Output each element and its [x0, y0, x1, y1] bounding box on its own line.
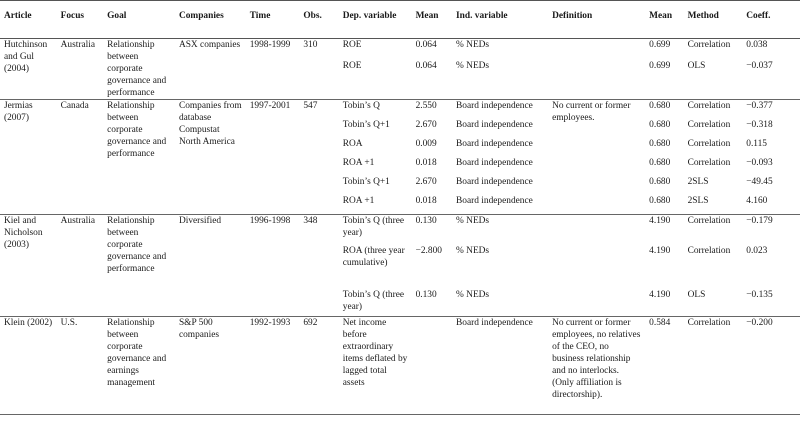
- header-method: Method: [684, 1, 743, 39]
- dep-mean-cell: 0.064: [415, 60, 437, 71]
- focus-cell: Australia: [57, 215, 104, 317]
- ind-variable-cell: Board independence: [452, 317, 548, 415]
- ind-mean-cell: 0.680: [649, 119, 671, 130]
- ind-variable-cell: Board independence: [456, 195, 533, 206]
- method-cell: 2SLS: [687, 176, 709, 187]
- ind-mean-cell: 4.190: [649, 245, 671, 256]
- time-cell: 1996-1998: [246, 215, 300, 317]
- dep-variable-cell: ROA (three year cumulative): [342, 245, 405, 268]
- ind-mean-cell: 4.190: [645, 215, 683, 245]
- dep-mean-cell: 0.018: [415, 157, 437, 168]
- ind-mean-cell: 0.680: [649, 176, 671, 187]
- dep-variable-cell: Tobin’s Q: [339, 100, 412, 119]
- method-cell: Correlation: [687, 157, 731, 168]
- coeff-cell: 0.023: [746, 245, 768, 256]
- ind-variable-cell: Board independence: [456, 119, 533, 130]
- coeff-cell: −0.377: [742, 100, 800, 119]
- header-time: Time: [246, 1, 300, 39]
- goal-cell: Relationship between corporate governance and performance: [103, 100, 175, 215]
- header-row: [0, 1, 800, 39]
- ind-variable-cell: % NEDs: [452, 215, 548, 245]
- companies-cell: ASX companies: [178, 40, 241, 50]
- dep-mean-cell: 0.130: [415, 289, 437, 300]
- coeff-cell: −0.179: [742, 215, 800, 245]
- goal-cell: Relationship between corporate governance and performance: [103, 215, 175, 317]
- header-ind-variable: Ind. variable: [452, 1, 548, 39]
- table-body: [0, 39, 800, 415]
- coeff-cell: −0.200: [742, 317, 800, 415]
- header-obs: Obs.: [299, 1, 338, 39]
- companies-cell: Companies from database Compustat North America: [175, 100, 246, 215]
- time-cell: 1997-2001: [246, 100, 300, 215]
- header-definition: Definition: [548, 1, 645, 39]
- ind-variable-cell: Board independence: [456, 176, 533, 187]
- focus-cell: Canada: [57, 100, 104, 215]
- header-article: Article: [0, 1, 57, 39]
- obs-cell: 310: [303, 40, 318, 50]
- time-cell: 1998-1999: [249, 40, 291, 50]
- coeff-cell: −0.318: [746, 119, 773, 130]
- coeff-cell: 0.115: [746, 138, 767, 149]
- dep-mean-cell: 0.064: [415, 40, 437, 50]
- dep-mean-cell: [412, 317, 452, 415]
- table-row: [0, 215, 800, 245]
- goal-cell: Relationship between corporate governance and performance: [107, 40, 167, 98]
- table-row: [0, 39, 800, 60]
- ind-mean-cell: 0.680: [649, 157, 671, 168]
- header-focus: Focus: [57, 1, 104, 39]
- dep-variable-cell: ROA: [342, 138, 363, 149]
- dep-variable-cell: ROA +1: [342, 195, 375, 206]
- dep-mean-cell: −2.800: [415, 245, 442, 256]
- obs-cell: 547: [299, 100, 338, 215]
- article-cell: Kiel and Nicholson (2003): [0, 215, 57, 317]
- dep-variable-cell: Tobin’s Q+1: [342, 119, 390, 130]
- method-cell: Correlation: [687, 138, 731, 149]
- ind-variable-cell: % NEDs: [456, 245, 490, 256]
- definition-cell: [548, 39, 645, 100]
- dep-variable-cell: ROE: [342, 60, 362, 71]
- method-cell: 2SLS: [687, 195, 709, 206]
- coeff-cell: −0.135: [746, 289, 773, 300]
- ind-variable-cell: Board independence: [456, 157, 533, 168]
- ind-variable-cell: % NEDs: [456, 40, 490, 50]
- ind-mean-cell: 0.699: [649, 60, 671, 71]
- time-cell: 1992-1993: [246, 317, 300, 415]
- method-cell: OLS: [687, 289, 706, 300]
- dep-mean-cell: 0.009: [415, 138, 437, 149]
- coeff-cell: −49.45: [746, 176, 773, 187]
- header-dep-variable: Dep. variable: [339, 1, 412, 39]
- companies-cell: Diversified: [175, 215, 246, 317]
- definition-cell: No current or former employees, no relatives of the CEO, no business relationship and no interlocks. (Only affiliation is directorship).: [548, 317, 645, 415]
- header-mean-ind: Mean: [645, 1, 683, 39]
- dep-mean-cell: 2.670: [415, 176, 437, 187]
- ind-mean-cell: 0.680: [649, 195, 671, 206]
- ind-variable-cell: Board independence: [452, 100, 548, 119]
- dep-variable-cell: Tobin’s Q+1: [342, 176, 390, 187]
- dep-variable-cell: Tobin’s Q (three year): [342, 289, 405, 312]
- article-cell: Jermias (2007): [0, 100, 57, 215]
- dep-mean-cell: 0.018: [415, 195, 437, 206]
- coeff-cell: −0.037: [746, 60, 773, 71]
- header-coeff: Coeff.: [742, 1, 800, 39]
- coeff-cell: 0.038: [746, 40, 768, 50]
- ind-variable-cell: % NEDs: [456, 60, 490, 71]
- dep-mean-cell: 0.130: [412, 215, 452, 245]
- ind-mean-cell: 4.190: [649, 289, 671, 300]
- header-companies: Companies: [175, 1, 246, 39]
- coeff-cell: 4.160: [746, 195, 768, 206]
- dep-variable-cell: Net income before extraordinary items deflated by lagged total assets: [339, 317, 412, 415]
- dep-variable-cell: Tobin’s Q (three year): [339, 215, 412, 245]
- dep-mean-cell: 2.670: [415, 119, 437, 130]
- header-goal: Goal: [103, 1, 175, 39]
- method-cell: Correlation: [687, 245, 731, 256]
- obs-cell: 348: [299, 215, 338, 317]
- definition-cell: [548, 215, 645, 317]
- goal-cell: Relationship between corporate governance and earnings management: [103, 317, 175, 415]
- ind-mean-cell: 0.584: [645, 317, 683, 415]
- definition-cell: No current or former employees.: [548, 100, 645, 215]
- method-cell: Correlation: [684, 215, 743, 245]
- obs-cell: 692: [299, 317, 338, 415]
- method-cell: Correlation: [687, 40, 731, 50]
- method-cell: OLS: [687, 60, 706, 71]
- ind-mean-cell: 0.680: [649, 138, 671, 149]
- companies-cell: S&P 500 companies: [175, 317, 246, 415]
- dep-mean-cell: 2.550: [412, 100, 452, 119]
- header-mean-dep: Mean: [412, 1, 452, 39]
- method-cell: Correlation: [687, 119, 731, 130]
- ind-variable-cell: % NEDs: [456, 289, 490, 300]
- dep-variable-cell: ROA +1: [342, 157, 375, 168]
- dep-variable-cell: ROE: [342, 40, 362, 50]
- table-row: [0, 100, 800, 119]
- method-cell: Correlation: [684, 317, 743, 415]
- focus-cell: Australia: [60, 40, 95, 50]
- ind-variable-cell: Board independence: [456, 138, 533, 149]
- ind-mean-cell: 0.699: [649, 40, 671, 50]
- coeff-cell: −0.093: [746, 157, 773, 168]
- ind-mean-cell: 0.680: [645, 100, 683, 119]
- table-row: [0, 317, 800, 415]
- article-cell: Klein (2002): [0, 317, 57, 415]
- article-cell: Hutchinson and Gul (2004): [4, 40, 48, 74]
- focus-cell: U.S.: [57, 317, 104, 415]
- method-cell: Correlation: [684, 100, 743, 119]
